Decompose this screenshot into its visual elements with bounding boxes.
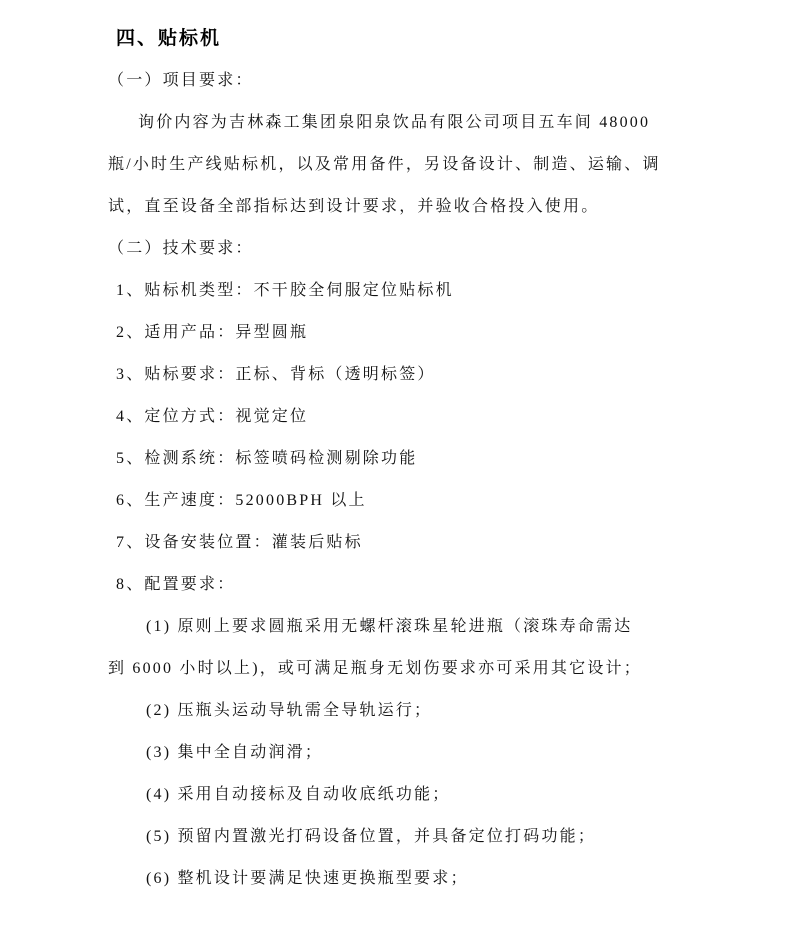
doc-line-subheading-2: （二）技术要求： [108,240,254,257]
doc-line-item-4: 4、定位方式：视觉定位 [116,408,309,425]
doc-line-subitem-6: (6) 整机设计要满足快速更换瓶型要求； [146,870,469,887]
doc-line-subitem-1: (1) 原则上要求圆瓶采用无螺杆滚珠星轮进瓶（滚珠寿命需达 [146,618,633,635]
doc-line-subitem-3: (3) 集中全自动润滑； [146,744,324,761]
doc-line-item-6: 6、生产速度：52000BPH 以上 [116,492,367,509]
doc-line-item-7: 7、设备安装位置：灌装后贴标 [116,534,363,551]
doc-line-subitem-5: (5) 预留内置激光打码设备位置，并具备定位打码功能； [146,828,597,845]
doc-line-item-5: 5、检测系统：标签喷码检测剔除功能 [116,450,418,467]
doc-line-subitem-4: (4) 采用自动接标及自动收底纸功能； [146,786,451,803]
section-heading: 四、贴标机 [116,28,222,49]
doc-line-subitem-2: (2) 压瓶头运动导轨需全导轨运行； [146,702,433,719]
doc-line-item-3: 3、贴标要求：正标、背标（透明标签） [116,366,436,383]
doc-line-item-8: 8、配置要求： [116,576,236,593]
doc-line: 瓶/小时生产线贴标机，以及常用备件，另设备设计、制造、运输、调 [108,156,661,173]
doc-line: 到 6000 小时以上)，或可满足瓶身无划伤要求亦可采用其它设计； [108,660,642,677]
doc-line-item-2: 2、适用产品：异型圆瓶 [116,324,309,341]
doc-line: 询价内容为吉林森工集团泉阳泉饮品有限公司项目五车间 48000 [138,114,651,131]
doc-line-item-1: 1、贴标机类型：不干胶全伺服定位贴标机 [116,282,454,299]
doc-line: 试，直至设备全部指标达到设计要求，并验收合格投入使用。 [108,198,600,215]
doc-line-subheading-1: （一）项目要求： [108,72,254,89]
